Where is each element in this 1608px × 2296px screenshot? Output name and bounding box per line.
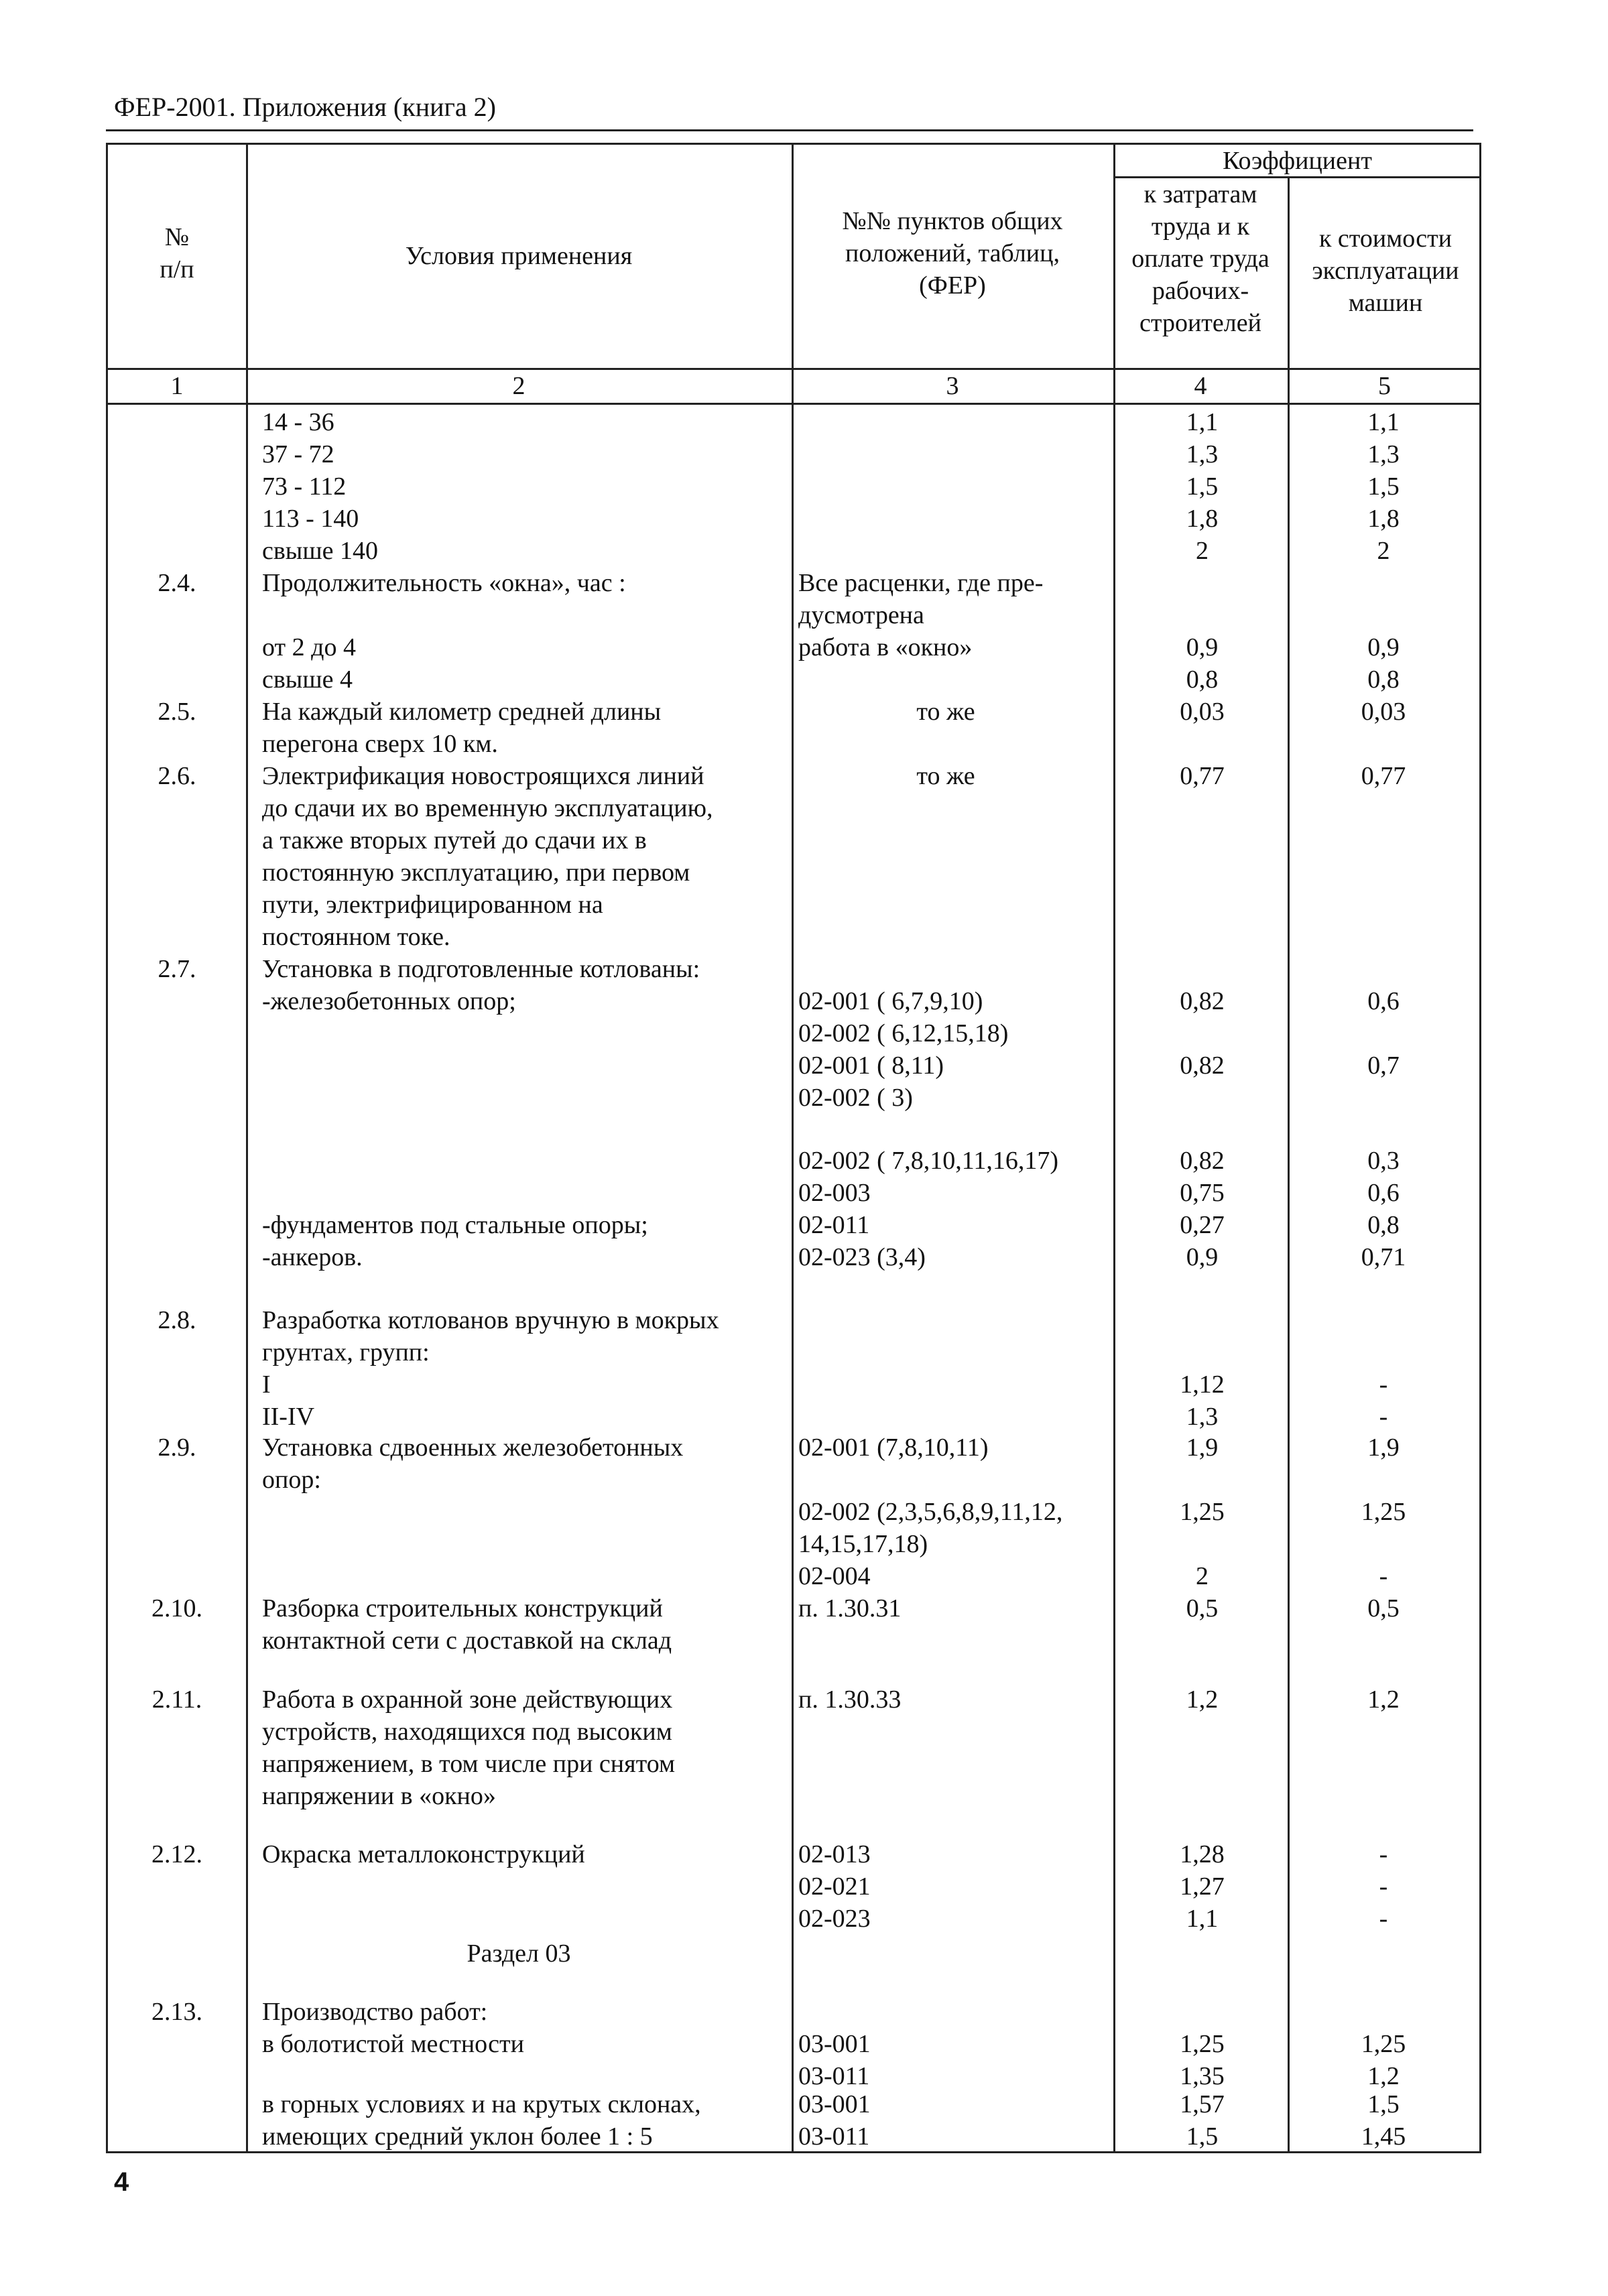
header-coef-labor: к затратам труда и к оплате труда рабочих-строителей [1131,180,1270,337]
row-coef-labor: 0,82 0,75 0,27 0,9 [1180,1147,1225,1271]
row-reference: 02-002 ( 7,8,10,11,16,17) 02-003 02-011 02-023 (3,4) [798,1147,1059,1271]
row-coef-machines: 0,9 0,8 [1367,633,1400,694]
row-coef-machines: 1,2 [1367,1685,1400,1714]
col-divider-1 [246,145,248,2151]
row-number: 2.8. [158,1306,196,1334]
row-number: 2.6. [158,762,196,790]
row-conditions: Продолжительность «окна», час : от 2 до 4 свыше 4 [262,569,626,694]
row-coef-machines: 0,77 [1361,762,1406,790]
row-number: 2.10. [151,1594,202,1622]
row-coef-machines: 1,25 1,2 [1361,2030,1406,2090]
row-number: 2.13. [151,1998,202,2026]
row-reference: Все расценки, где пре- дусмотрена работа в «окно» [798,569,1044,661]
section-title: Раздел 03 [467,1939,571,1968]
header-num: № п/п [160,223,194,283]
row-number: 2.4. [158,569,196,597]
row-coef-labor: 1,1 1,3 1,5 1,8 2 [1186,408,1219,565]
page-number: 4 [114,2167,129,2197]
row-conditions: Разработка котлованов вручную в мокрых грунтах, групп: I II-IV [262,1306,719,1431]
row-coef-machines: 0,6 0,7 [1367,987,1400,1080]
row-coef-machines: 0,3 0,6 0,8 0,71 [1361,1147,1406,1271]
row-coef-labor: 0,77 [1180,762,1225,790]
coefficients-table [106,143,1481,2153]
row-conditions: 14 - 36 37 - 72 73 - 112 113 - 140 свыше 140 [262,408,378,565]
row-coef-labor: 1,9 1,25 2 [1180,1433,1225,1590]
colnum-bottom-rule [108,403,1479,405]
row-reference: то же [916,698,975,726]
row-number: 2.11. [151,1685,202,1714]
row-coef-labor: 1,2 [1186,1685,1219,1714]
row-conditions: Окраска металлоконструкций [262,1840,585,1868]
row-number: 2.7. [158,955,196,983]
row-coef-labor: 0,5 [1186,1594,1219,1622]
header-points: №№ пунктов общих положений, таблиц, (ФЕР) [842,207,1063,300]
row-coef-machines: 0,5 [1367,1594,1400,1622]
colnum-5: 5 [1378,372,1391,400]
row-number: 2.9. [158,1433,196,1462]
row-conditions: -фундаментов под стальные опоры; -анкеров. [262,1211,648,1271]
row-coef-machines: 1,1 1,3 1,5 1,8 2 [1367,408,1400,565]
header-bottom-rule [108,368,1479,370]
row-number: 2.12. [151,1840,202,1868]
header-coef-group: Коэффициент [1223,147,1372,175]
row-coef-labor: 0,9 0,8 [1186,633,1219,694]
colnum-3: 3 [946,372,959,400]
colnum-2: 2 [512,372,525,400]
row-reference: 02-001 (7,8,10,11) 02-002 (2,3,5,6,8,9,11,12, 14,15,17,18) 02-004 [798,1433,1063,1590]
colnum-4: 4 [1194,372,1207,400]
row-reference: п. 1.30.33 [798,1685,902,1714]
row-coef-labor: 1,57 1,5 [1180,2090,1225,2151]
row-coef-labor: 0,03 [1180,698,1225,726]
row-conditions: Установка сдвоенных железобетонных опор: [262,1433,684,1494]
row-coef-labor: 0,82 0,82 [1180,987,1225,1080]
row-coef-machines: 1,9 1,25 - [1361,1433,1406,1590]
row-conditions: Работа в охранной зоне действующих устройств, находящихся под высоким напряжением, в том числе при снятом напряжении в «окно» [262,1685,676,1810]
row-coef-machines: 1,5 1,45 [1361,2090,1406,2151]
page-header-title: ФЕР-2001. Приложения (книга 2) [114,92,496,122]
row-conditions: в горных условиях и на крутых склонах, имеющих средний уклон более 1 : 5 [262,2090,701,2151]
header-rule [106,129,1473,131]
row-coef-machines: - - [1379,1370,1388,1431]
row-coef-machines: 0,03 [1361,698,1406,726]
row-conditions: Производство работ: в болотистой местности [262,1998,524,2058]
row-number: 2.5. [158,698,196,726]
header-conditions: Условия применения [405,242,633,270]
row-reference: п. 1.30.31 [798,1594,902,1622]
row-coef-machines: - - - [1379,1840,1388,1933]
row-reference: то же [916,762,975,790]
col-divider-3 [1113,145,1115,2151]
row-reference: 02-001 ( 6,7,9,10) 02-002 ( 6,12,15,18) 02-001 ( 8,11) 02-002 ( 3) [798,987,1009,1112]
row-reference: 03-001 03-011 [798,2090,871,2151]
row-reference: 03-001 03-011 [798,2030,871,2090]
row-coef-labor: 1,28 1,27 1,1 [1180,1840,1225,1933]
colnum-1: 1 [170,372,184,400]
row-conditions: Электрификация новостроящихся линий до сдачи их во временную эксплуатацию, а также вторых путей до сдачи их в постоянную эксплуатацию, при первом пути, электрифицированном на постоянном токе. [262,762,713,951]
row-conditions: Установка в подготовленные котлованы: -железобетонных опор; [262,955,700,1015]
row-conditions: На каждый километр средней длины перегона сверх 10 км. [262,698,662,758]
row-reference: 02-013 02-021 02-023 [798,1840,871,1933]
row-coef-labor: 1,25 1,35 [1180,2030,1225,2090]
row-conditions: Разборка строительных конструкций контактной сети с доставкой на склад [262,1594,672,1655]
row-coef-labor: 1,12 1,3 [1180,1370,1225,1431]
header-coef-machines: к стоимости эксплуатации машин [1312,225,1459,317]
